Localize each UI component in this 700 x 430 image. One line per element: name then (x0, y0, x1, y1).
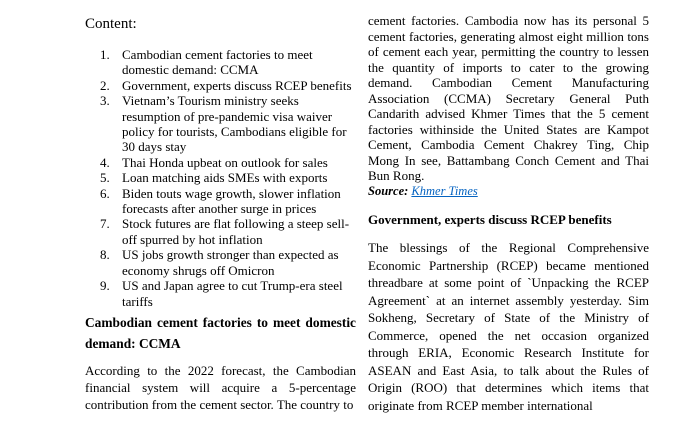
toc-item-text: Stock futures are flat following a steep sell-off spurred by hot inflation (122, 216, 350, 247)
toc-item (85, 47, 356, 78)
toc-item-text: Loan matching aids SMEs with exports (122, 170, 328, 186)
toc-item (85, 186, 356, 217)
source-label: Source: (368, 183, 409, 198)
toc-item (85, 93, 356, 155)
toc-item-text: Thai Honda upbeat on outlook for sales (122, 154, 328, 170)
toc-item (85, 78, 356, 93)
toc-item-text: US and Japan agree to cut Trump-era steel tariffs (122, 278, 343, 309)
toc-list (85, 47, 356, 309)
toc-item-number: 3. (100, 93, 110, 109)
toc-item-number: 5. (100, 170, 110, 186)
toc-item (85, 155, 356, 170)
article-paragraph-cement: According to the 2022 forecast, the Cambodian financial system will acquire a 5-percentage contribution from the cement sector. The country to (85, 362, 356, 412)
khmer-times-link[interactable]: Khmer Times (411, 183, 478, 198)
article-paragraph-rcep: The blessings of the Regional Comprehensive Economic Partnership (RCEP) became mentioned threadbare at some point of `Unpacking the RCEP Agreement` at an internet assembly yesterday. Sim Sokheng, Secretary of State of the Ministry of Commerce, opened the net occasion organized through ERIA, Economic Research Institute for ASEAN and East Asia, to talk about the Rules of Origin (ROO) that determines which items that originate from RCEP member international (368, 240, 649, 413)
right-column (368, 13, 649, 414)
toc-item-text: Vietnam’s Tourism ministry seeks resumption of pre-pandemic visa waiver policy for tourists, Cambodians eligible for 30 days stay (122, 93, 347, 155)
toc-item-number: 8. (100, 247, 110, 263)
source-line (368, 184, 649, 200)
toc-item-text: Government, experts discuss RCEP benefits (122, 77, 352, 93)
toc-item-number: 7. (100, 216, 110, 232)
left-column (85, 15, 356, 413)
toc-item (85, 216, 356, 247)
toc-item (85, 247, 356, 278)
toc-item-number: 1. (100, 47, 110, 62)
toc-item-number: 4. (100, 154, 110, 170)
toc-item-text: Cambodian cement factories to meet domestic demand: CCMA (122, 47, 313, 78)
toc-item (85, 170, 356, 185)
toc-item-text: Biden touts wage growth, slower inflation forecasts after another surge in prices (122, 185, 341, 217)
article-heading-rcep: Government, experts discuss RCEP benefits (368, 212, 612, 227)
toc-item-number: 9. (100, 278, 110, 294)
toc-title: Content: (85, 16, 137, 32)
article-paragraph-continuation: cement factories. Cambodia now has its personal 5 cement factories, generating almost eight million tons of cement each year, permitting the country to lessen the quantity of imports to cater to the growing demand. Cambodian Cement Manufacturing Association (CCMA) Secretary General Puth Candarith advised Khmer Times that the 5 cement factories withinside the United States are Kampot Cement, Cambodia Cement Chakrey Ting, Chip Mong In see, Battambang Conch Cement and Thai Bun Rong. (368, 13, 649, 183)
toc-item-number: 2. (100, 77, 110, 93)
toc-item-number: 6. (100, 185, 110, 201)
toc-item (85, 278, 356, 309)
article-heading-cement: Cambodian cement factories to meet domestic demand: CCMA (85, 314, 356, 351)
toc-item-text: US jobs growth stronger than expected as economy shrugs off Omicron (122, 247, 339, 278)
